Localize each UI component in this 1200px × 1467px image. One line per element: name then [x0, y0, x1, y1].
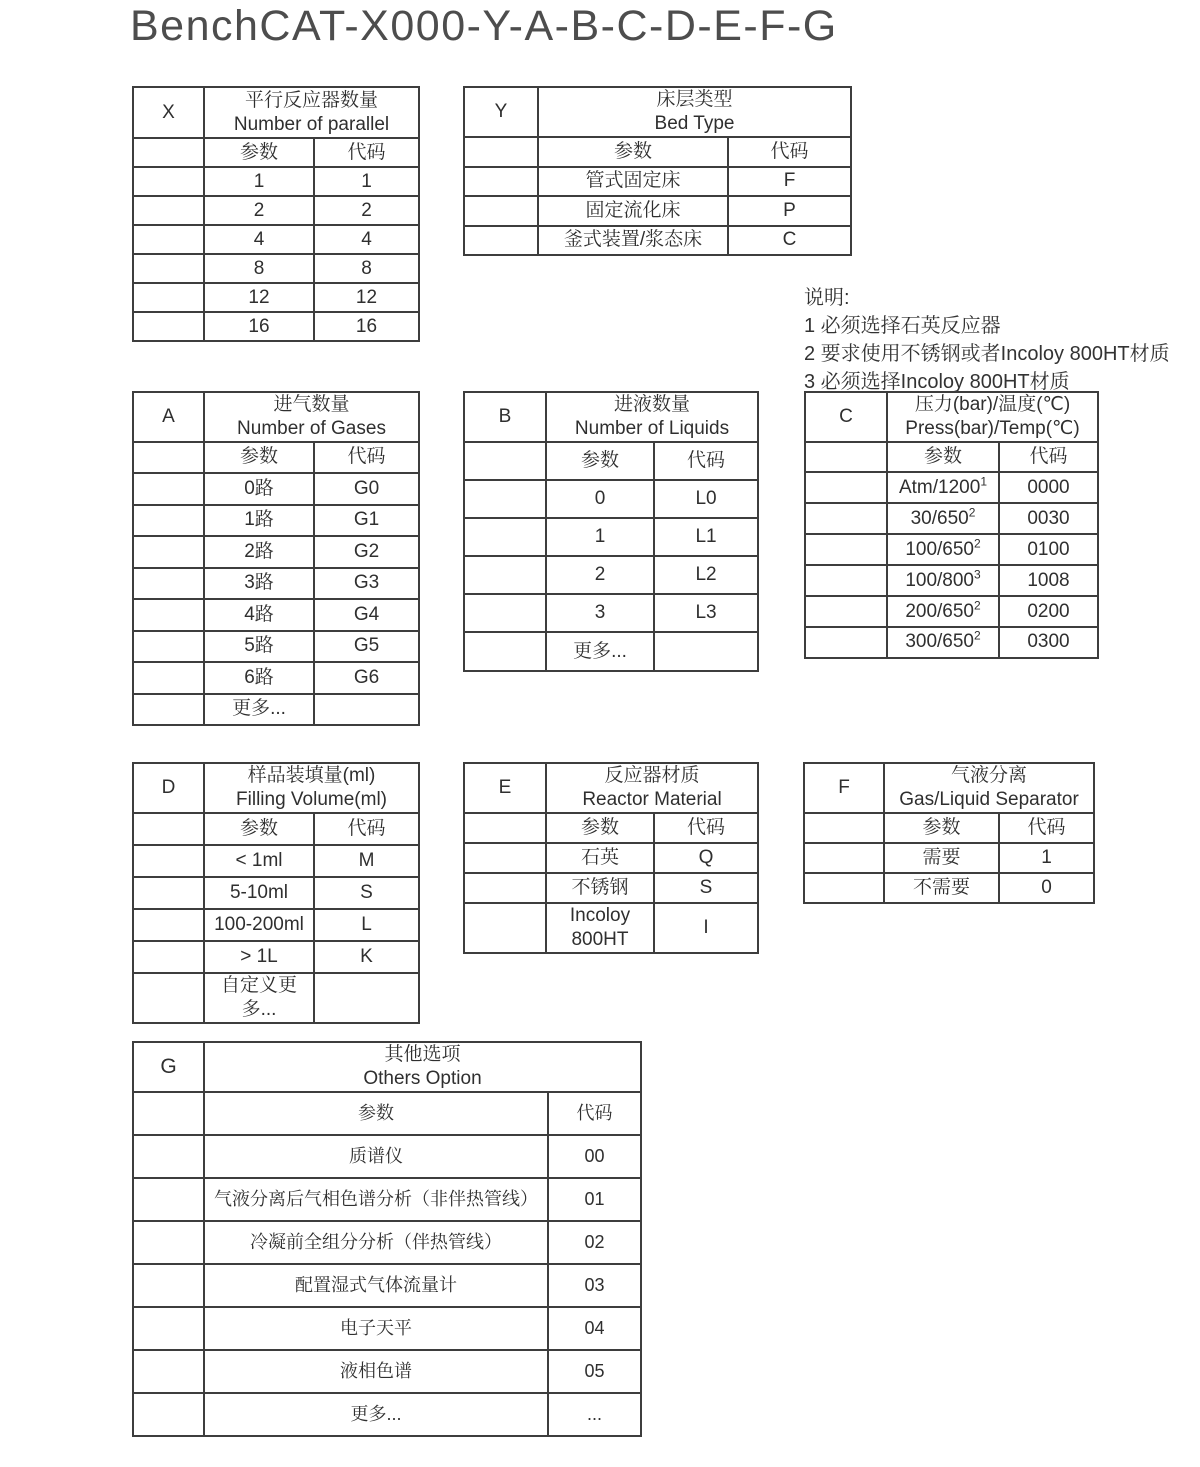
param-cell — [887, 627, 999, 658]
param-cell: 质谱仪 — [204, 1135, 548, 1178]
table-row — [804, 873, 1094, 903]
table-row — [133, 973, 419, 1023]
empty-cell — [464, 594, 546, 632]
param-cell — [887, 565, 999, 596]
empty-cell — [464, 903, 546, 953]
table-row — [464, 518, 758, 556]
table-row — [133, 312, 419, 341]
table-title-en: Filling Volume(ml) — [236, 789, 387, 810]
table-title-en: Number of Gases — [237, 417, 386, 439]
table-row — [133, 631, 419, 663]
param-header: 参数 — [204, 442, 314, 474]
table-title-en: Gas/Liquid Separator — [899, 789, 1079, 810]
code-cell: 02 — [548, 1221, 641, 1264]
code-cell: S — [654, 873, 758, 903]
code-cell: G1 — [314, 505, 419, 537]
table-row — [464, 632, 758, 670]
table-y-bed-type — [463, 86, 852, 256]
table-title-en: Number of Liquids — [574, 417, 730, 439]
table-row — [133, 909, 419, 941]
param-cell: 不锈钢 — [546, 873, 654, 903]
table-row — [133, 225, 419, 254]
table-row — [804, 843, 1094, 873]
code-header: 代码 — [654, 813, 758, 843]
empty-cell — [464, 813, 546, 843]
code-cell — [314, 694, 419, 726]
code-header: 代码 — [548, 1092, 641, 1135]
footnote-marker: 2 — [974, 629, 981, 644]
table-row — [133, 167, 419, 196]
empty-cell — [464, 873, 546, 903]
table-header-row — [804, 763, 1094, 813]
table-title-cell — [538, 87, 851, 137]
table-header-row — [464, 763, 758, 813]
note-line-1: 1 必须选择石英反应器 — [804, 315, 1001, 337]
param-cell: 自定义更多... — [204, 973, 314, 1023]
table-title-zh: 进液数量 — [614, 394, 691, 415]
table-f-gas-liquid-separator — [803, 762, 1095, 904]
table-header-row — [133, 87, 419, 138]
param-cell: 配置湿式气体流量计 — [204, 1264, 548, 1307]
column-header-row — [133, 1092, 641, 1135]
code-cell: 12 — [314, 283, 419, 312]
table-header-row — [805, 392, 1098, 442]
param-cell: 5路 — [204, 631, 314, 663]
param-value: 100/650 — [905, 538, 974, 560]
param-cell: 需要 — [884, 843, 999, 873]
table-c-press-temp — [804, 391, 1099, 659]
table-d-filling-volume — [132, 762, 420, 1024]
param-cell: 冷凝前全组分分析（伴热管线） — [204, 1221, 548, 1264]
table-row — [133, 941, 419, 973]
param-cell: 12 — [204, 283, 314, 312]
table-title-cell — [887, 392, 1098, 442]
empty-cell — [133, 1135, 204, 1178]
code-cell: ... — [548, 1393, 641, 1436]
param-cell: 更多... — [204, 1393, 548, 1436]
param-cell: 不需要 — [884, 873, 999, 903]
param-value: 100/800 — [905, 569, 974, 591]
code-cell: L — [314, 909, 419, 941]
table-row — [464, 556, 758, 594]
column-header-row — [133, 813, 419, 845]
code-cell: 03 — [548, 1264, 641, 1307]
param-cell: 2 — [204, 196, 314, 225]
param-cell: 石英 — [546, 843, 654, 873]
code-header: 代码 — [728, 137, 851, 167]
table-row — [133, 283, 419, 312]
code-header: 代码 — [314, 442, 419, 474]
table-row — [805, 596, 1098, 627]
table-title-zh: 其他选项 — [384, 1044, 461, 1065]
table-row — [805, 565, 1098, 596]
table-g-others-option — [132, 1041, 642, 1437]
code-header: 代码 — [654, 442, 758, 480]
code-cell: G5 — [314, 631, 419, 663]
table-row — [133, 254, 419, 283]
footnote-marker: 2 — [974, 536, 981, 551]
column-header-row — [805, 442, 1098, 473]
table-header-row — [464, 87, 851, 137]
param-cell: 釜式装置/浆态床 — [538, 226, 728, 256]
table-title-zh: 进气数量 — [273, 394, 350, 415]
column-header-row — [464, 813, 758, 843]
code-cell: 01 — [548, 1178, 641, 1221]
table-row — [464, 873, 758, 903]
table-row — [133, 877, 419, 909]
param-cell: > 1L — [204, 941, 314, 973]
table-row — [133, 536, 419, 568]
code-cell: G0 — [314, 473, 419, 505]
table-row — [133, 473, 419, 505]
empty-cell — [133, 845, 204, 877]
code-cell: 0300 — [999, 627, 1098, 658]
table-letter: Y — [464, 87, 538, 137]
param-cell: 4 — [204, 225, 314, 254]
empty-cell — [133, 877, 204, 909]
param-cell: 1路 — [204, 505, 314, 537]
code-header: 代码 — [999, 813, 1094, 843]
empty-cell — [464, 632, 546, 670]
param-header: 参数 — [204, 813, 314, 845]
table-b-number-of-liquids — [463, 391, 759, 672]
code-cell: 4 — [314, 225, 419, 254]
code-cell: L2 — [654, 556, 758, 594]
table-row — [133, 505, 419, 537]
code-cell: Q — [654, 843, 758, 873]
table-row — [133, 1135, 641, 1178]
code-cell: 8 — [314, 254, 419, 283]
code-cell: 0030 — [999, 503, 1098, 534]
empty-cell — [133, 283, 204, 312]
code-cell: P — [728, 196, 851, 226]
table-title-cell — [546, 763, 758, 813]
param-cell: 电子天平 — [204, 1307, 548, 1350]
table-row — [464, 196, 851, 226]
table-row — [464, 594, 758, 632]
table-title-zh: 样品装填量(ml) — [247, 765, 376, 787]
table-row — [805, 472, 1098, 503]
table-title-zh: 反应器材质 — [604, 765, 700, 787]
footnote-marker: 3 — [974, 567, 981, 582]
param-value: 30/650 — [910, 507, 969, 529]
empty-cell — [464, 843, 546, 873]
table-letter: E — [464, 763, 546, 813]
empty-cell — [133, 909, 204, 941]
table-row — [133, 568, 419, 600]
table-title-cell — [546, 392, 758, 442]
param-cell: 16 — [204, 312, 314, 341]
param-header: 参数 — [538, 137, 728, 167]
code-header: 代码 — [314, 138, 419, 167]
table-row — [464, 480, 758, 518]
param-cell: 液相色谱 — [204, 1350, 548, 1393]
table-letter: A — [133, 392, 204, 442]
table-title-en: Bed Type — [654, 113, 735, 134]
code-cell: G4 — [314, 599, 419, 631]
param-cell: 2 — [546, 556, 654, 594]
code-cell: 1 — [314, 167, 419, 196]
param-cell: 5-10ml — [204, 877, 314, 909]
empty-cell — [133, 1178, 204, 1221]
param-cell — [887, 534, 999, 565]
code-cell: G6 — [314, 662, 419, 694]
empty-cell — [464, 518, 546, 556]
param-value: Atm/1200 — [898, 476, 981, 498]
empty-cell — [133, 1393, 204, 1436]
empty-cell — [133, 1221, 204, 1264]
note-line-3: 3 必须选择Incoloy 800HT材质 — [804, 371, 1070, 393]
table-title-cell — [204, 1042, 641, 1092]
param-cell: 6路 — [204, 662, 314, 694]
empty-cell — [133, 225, 204, 254]
code-cell: G3 — [314, 568, 419, 600]
table-row — [133, 694, 419, 726]
param-cell: < 1ml — [204, 845, 314, 877]
param-cell: 0 — [546, 480, 654, 518]
empty-cell — [133, 941, 204, 973]
code-cell: G2 — [314, 536, 419, 568]
code-cell: F — [728, 167, 851, 197]
empty-cell — [805, 534, 887, 565]
table-title-zh: 压力(bar)/温度(℃) — [914, 394, 1071, 415]
column-header-row — [804, 813, 1094, 843]
table-row — [133, 1264, 641, 1307]
empty-cell — [464, 442, 546, 480]
table-letter: X — [133, 87, 204, 138]
empty-cell — [464, 196, 538, 226]
footnote-marker: 1 — [980, 474, 987, 489]
empty-cell — [464, 226, 538, 256]
code-cell: L3 — [654, 594, 758, 632]
param-cell — [887, 503, 999, 534]
table-title-cell — [884, 763, 1094, 813]
code-cell: S — [314, 877, 419, 909]
param-cell: 气液分离后气相色谱分析（非伴热管线） — [204, 1178, 548, 1221]
code-cell: L0 — [654, 480, 758, 518]
column-header-row — [464, 137, 851, 167]
param-cell: Incoloy 800HT — [546, 903, 654, 953]
table-letter: C — [805, 392, 887, 442]
code-cell: M — [314, 845, 419, 877]
code-cell: L1 — [654, 518, 758, 556]
table-header-row — [133, 1042, 641, 1092]
empty-cell — [805, 596, 887, 627]
code-cell: I — [654, 903, 758, 953]
empty-cell — [133, 167, 204, 196]
empty-cell — [133, 138, 204, 167]
param-cell: 0路 — [204, 473, 314, 505]
code-cell: K — [314, 941, 419, 973]
param-cell: 固定流化床 — [538, 196, 728, 226]
empty-cell — [133, 662, 204, 694]
empty-cell — [804, 843, 884, 873]
code-cell — [654, 632, 758, 670]
empty-cell — [133, 568, 204, 600]
code-cell: 0000 — [999, 472, 1098, 503]
param-cell: 3 — [546, 594, 654, 632]
table-row — [133, 1350, 641, 1393]
table-title-cell — [204, 87, 419, 138]
empty-cell — [133, 473, 204, 505]
table-title-zh: 气液分离 — [950, 765, 1027, 787]
param-cell: 100-200ml — [204, 909, 314, 941]
notes-block — [804, 284, 1170, 396]
empty-cell — [133, 973, 204, 1023]
table-title-en: Number of parallel — [233, 113, 390, 135]
param-cell: 1 — [204, 167, 314, 196]
table-row — [805, 534, 1098, 565]
empty-cell — [133, 599, 204, 631]
table-row — [133, 599, 419, 631]
code-cell: 0200 — [999, 596, 1098, 627]
empty-cell — [464, 480, 546, 518]
table-title-cell — [204, 392, 419, 442]
empty-cell — [133, 196, 204, 225]
code-cell: 1 — [999, 843, 1094, 873]
column-header-row — [133, 138, 419, 167]
empty-cell — [804, 813, 884, 843]
empty-cell — [133, 631, 204, 663]
empty-cell — [464, 556, 546, 594]
empty-cell — [133, 505, 204, 537]
param-header: 参数 — [546, 813, 654, 843]
empty-cell — [804, 873, 884, 903]
table-row — [133, 1307, 641, 1350]
code-header: 代码 — [999, 442, 1098, 473]
param-cell: 3路 — [204, 568, 314, 600]
table-title-en: Press(bar)/Temp(℃) — [905, 417, 1080, 439]
empty-cell — [133, 254, 204, 283]
param-cell: 更多... — [546, 632, 654, 670]
param-cell: 更多... — [204, 694, 314, 726]
code-cell: 0 — [999, 873, 1094, 903]
table-letter: F — [804, 763, 884, 813]
table-header-row — [133, 392, 419, 442]
table-title-zh: 平行反应器数量 — [244, 89, 378, 111]
empty-cell — [805, 503, 887, 534]
table-row — [464, 167, 851, 197]
empty-cell — [464, 167, 538, 197]
param-cell — [887, 472, 999, 503]
empty-cell — [133, 1350, 204, 1393]
param-cell: 8 — [204, 254, 314, 283]
code-header: 代码 — [314, 813, 419, 845]
table-row — [805, 627, 1098, 658]
table-row — [133, 845, 419, 877]
empty-cell — [805, 565, 887, 596]
table-x-number-of-parallel — [132, 86, 420, 342]
param-cell: 1 — [546, 518, 654, 556]
empty-cell — [805, 627, 887, 658]
param-header: 参数 — [887, 442, 999, 473]
table-row — [133, 1221, 641, 1264]
table-letter: B — [464, 392, 546, 442]
param-cell: 2路 — [204, 536, 314, 568]
empty-cell — [133, 813, 204, 845]
param-header: 参数 — [204, 1092, 548, 1135]
code-cell: 04 — [548, 1307, 641, 1350]
table-title-cell — [204, 763, 419, 813]
table-row — [464, 843, 758, 873]
table-header-row — [464, 392, 758, 442]
code-cell: C — [728, 226, 851, 256]
notes-heading: 说明: — [804, 287, 850, 309]
footnote-marker: 2 — [974, 598, 981, 613]
table-row — [805, 503, 1098, 534]
code-cell: 0100 — [999, 534, 1098, 565]
table-a-number-of-gases — [132, 391, 420, 726]
param-cell: 4路 — [204, 599, 314, 631]
table-header-row — [133, 763, 419, 813]
code-cell: 2 — [314, 196, 419, 225]
code-cell — [314, 973, 419, 1023]
empty-cell — [464, 137, 538, 167]
table-row — [464, 903, 758, 953]
note-line-2: 2 要求使用不锈钢或者Incoloy 800HT材质 — [804, 343, 1170, 365]
param-cell — [887, 596, 999, 627]
code-cell: 00 — [548, 1135, 641, 1178]
table-row — [133, 662, 419, 694]
table-title-en: Others Option — [363, 1067, 482, 1089]
code-cell: 16 — [314, 312, 419, 341]
table-e-reactor-material — [463, 762, 759, 954]
empty-cell — [133, 536, 204, 568]
param-value: 300/650 — [905, 631, 974, 653]
column-header-row — [133, 442, 419, 474]
param-cell: 管式固定床 — [538, 167, 728, 197]
empty-cell — [133, 312, 204, 341]
param-value: 200/650 — [905, 600, 974, 622]
table-letter: D — [133, 763, 204, 813]
empty-cell — [805, 472, 887, 503]
param-header: 参数 — [204, 138, 314, 167]
column-header-row — [464, 442, 758, 480]
empty-cell — [133, 1092, 204, 1135]
code-cell: 05 — [548, 1350, 641, 1393]
empty-cell — [133, 694, 204, 726]
param-header: 参数 — [546, 442, 654, 480]
table-row — [133, 1393, 641, 1436]
empty-cell — [805, 442, 887, 473]
table-row — [133, 1178, 641, 1221]
table-title-zh: 床层类型 — [656, 89, 733, 111]
table-title-en: Reactor Material — [582, 789, 722, 810]
table-letter: G — [133, 1042, 204, 1092]
page-title: BenchCAT-X000-Y-A-B-C-D-E-F-G — [130, 2, 838, 50]
param-header: 参数 — [884, 813, 999, 843]
table-row — [464, 226, 851, 256]
empty-cell — [133, 442, 204, 474]
empty-cell — [133, 1307, 204, 1350]
code-cell: 1008 — [999, 565, 1098, 596]
empty-cell — [133, 1264, 204, 1307]
table-row — [133, 196, 419, 225]
footnote-marker: 2 — [968, 505, 976, 520]
